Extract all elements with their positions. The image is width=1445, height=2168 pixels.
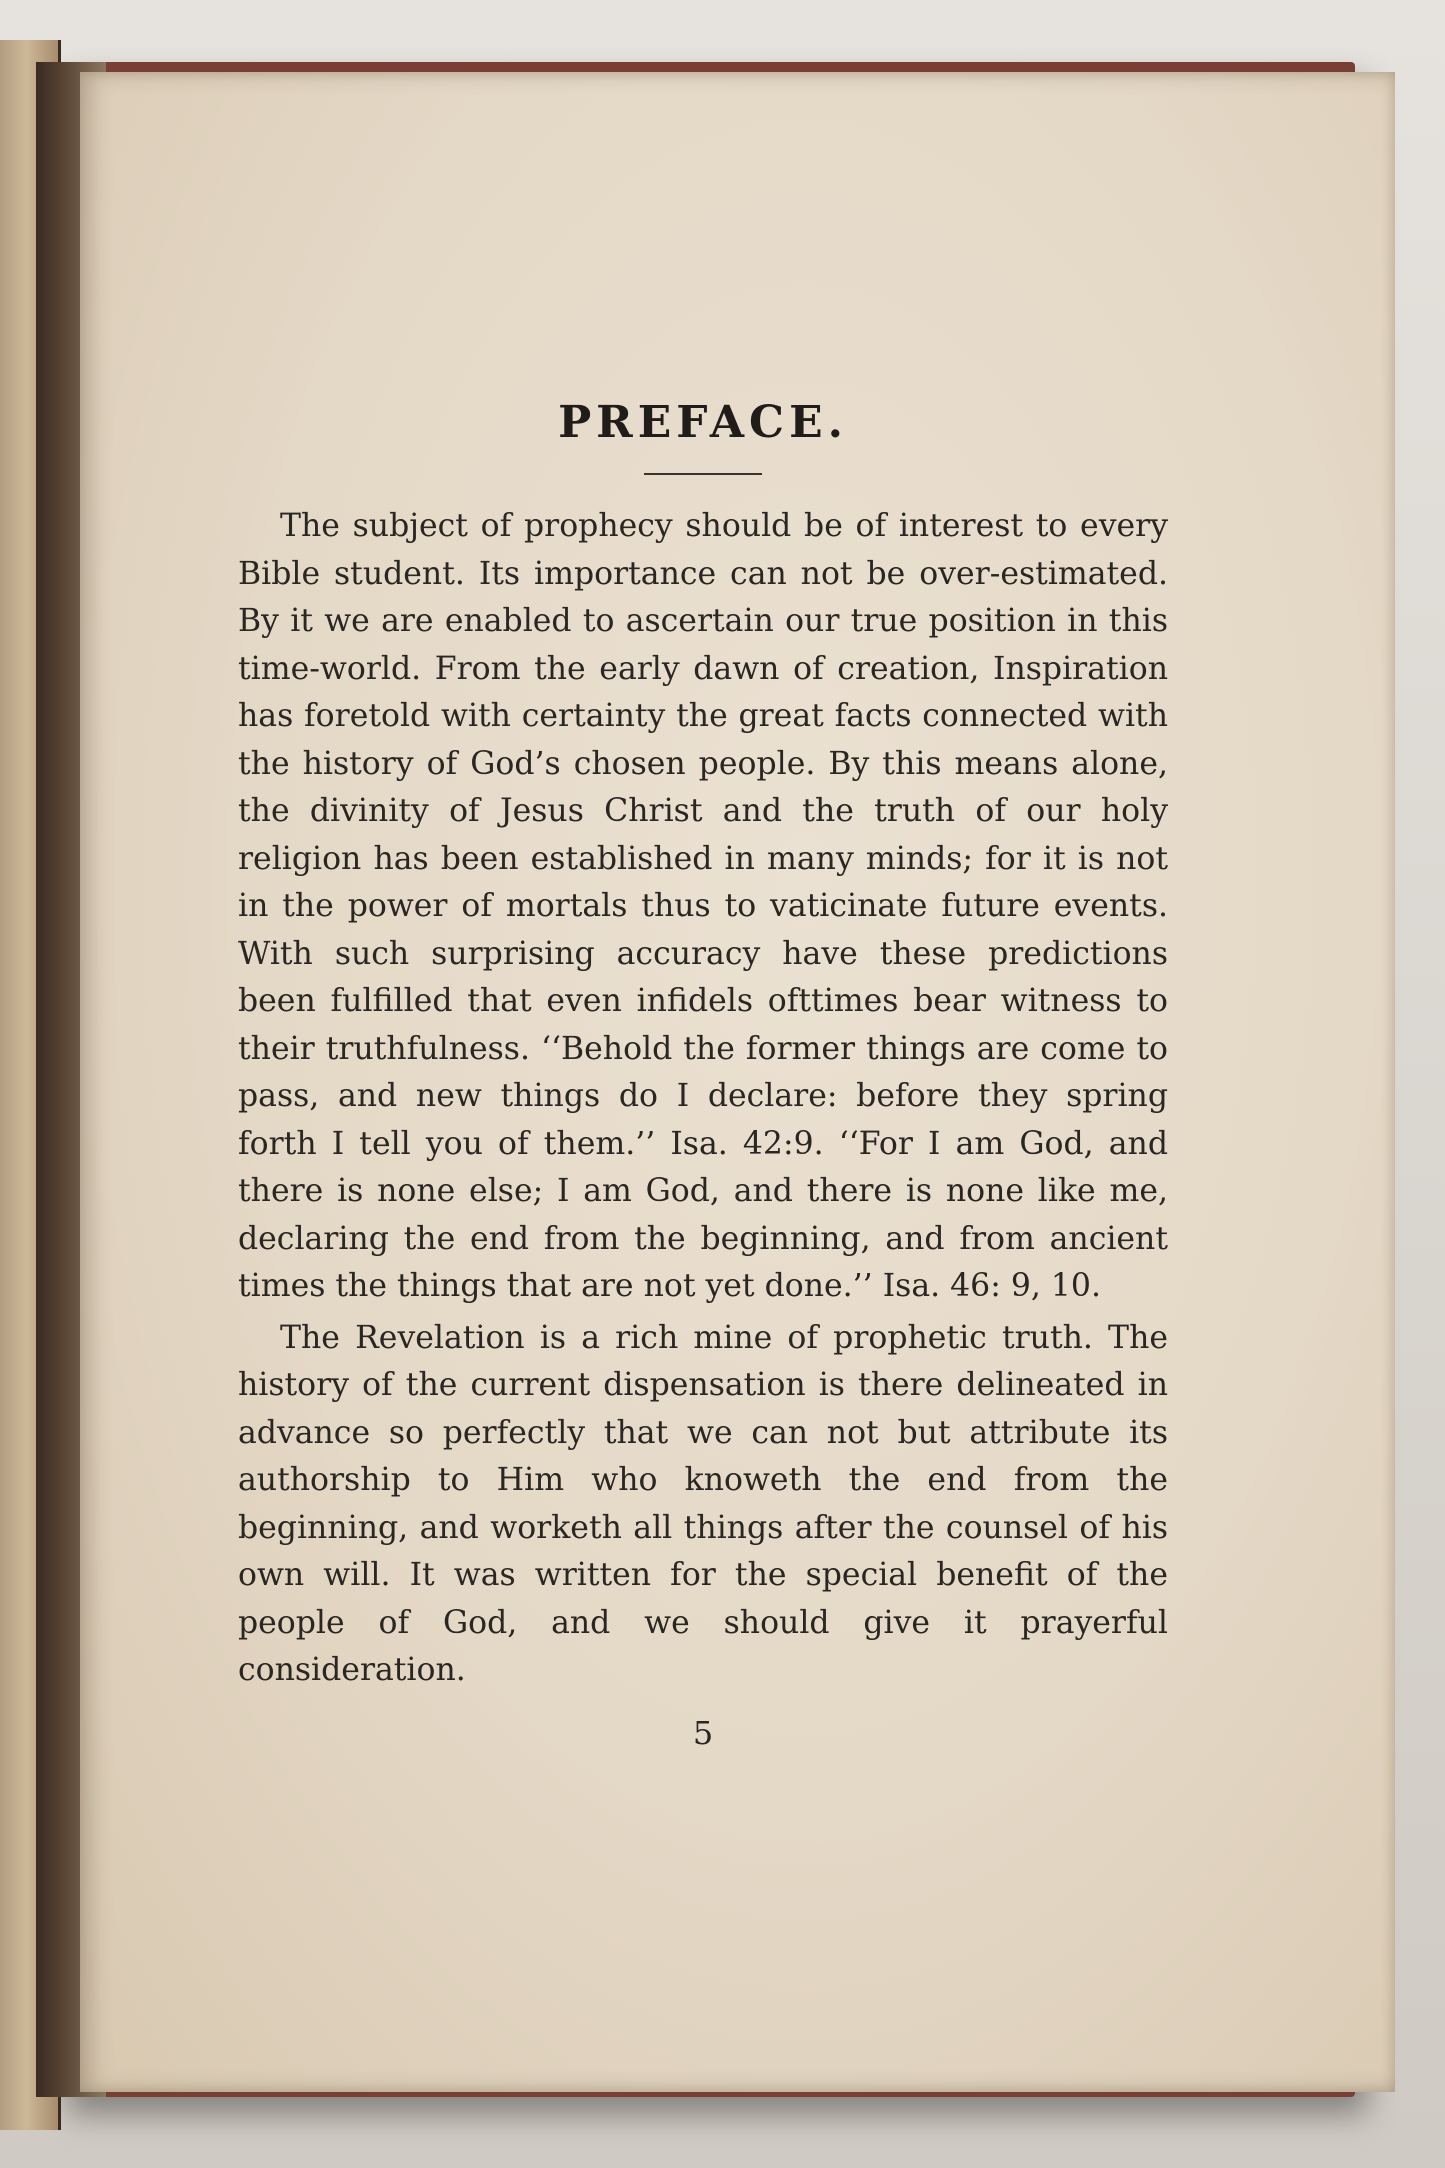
page-content <box>238 395 1168 1753</box>
preface-paragraph-2: The Revelation is a rich mine of prophetic truth. The history of the current dispensation is there delineated in advance so perfectly that we can not but attribute its authorship to Him who knoweth the end from the beginning, and worketh all things after the counsel of his own will. It was written for the special benefit of the people of God, and we should give it prayerful consideration. <box>238 1319 1168 1688</box>
page-title: PREFACE. <box>558 397 848 448</box>
page-number: 5 <box>692 1713 714 1752</box>
title-rule <box>644 473 762 475</box>
preface-paragraph-1: The subject of prophecy should be of interest to every Bible student. Its importance can not be over-estimated. By it we are enabled to ascertain our true position in this time-world. From the early dawn of creation, Inspiration has foretold with certainty the great facts connected with the history of God’s chosen people. By this means alone, the divinity of Jesus Christ and the truth of our holy religion has been established in many minds; for it is not in the power of mortals thus to vaticinate future events. With such surprising accuracy have these predictions been fulfilled that even infidels ofttimes bear witness to their truthfulness. ‘‘Behold the former things are come to pass, and new things do I declare: before they spring forth I tell you of them.’’ Isa. 42:9. ‘‘For I am God, and there is none else; I am God, and there is none like me, declaring the end from the beginning, and from ancient times the things that are not yet done.’’ Isa. 46: 9, 10. <box>238 508 1168 1304</box>
